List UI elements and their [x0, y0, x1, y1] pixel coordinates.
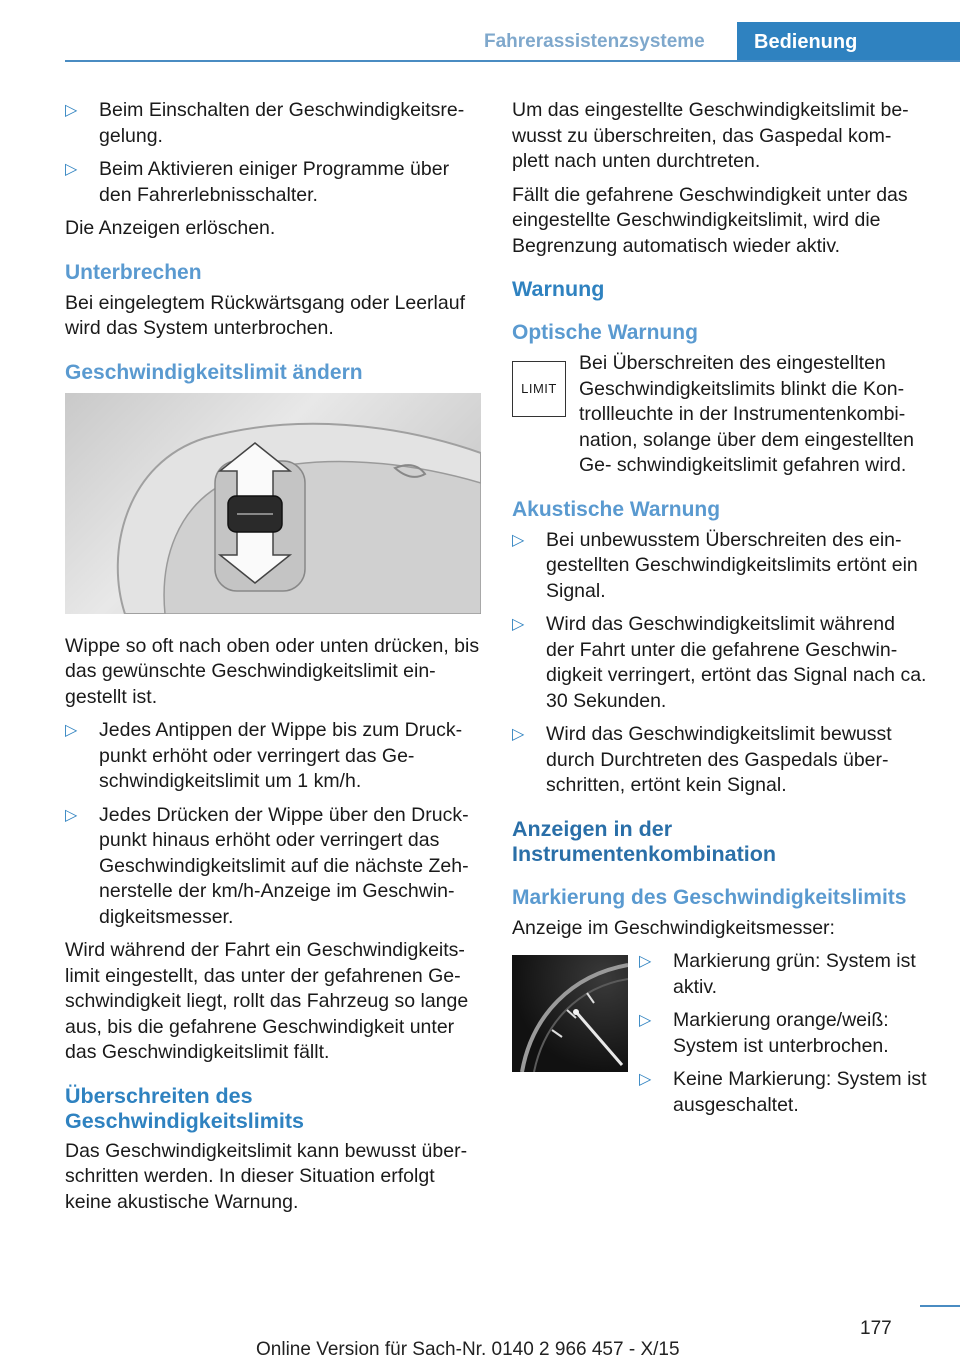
bullet-triangle-icon: ▷ — [639, 953, 652, 970]
list-item: ▷ Bei unbewusstem Überschreiten des ein‐ gestellten Geschwindigkeitslimits ertönt ein Signal. — [512, 528, 918, 602]
list-item: ▷ Jedes Antippen der Wippe bis zum Druck‐ punkt erhöht oder verringert das Ge‐ schwindigkeitslimit um 1 km/h. — [65, 719, 463, 792]
paragraph: Bei eingelegtem Rückwärtsgang oder Leerlauf wird das System unterbrochen. — [65, 291, 465, 339]
paragraph: Fällt die gefahrene Geschwindigkeit unter das eingestellte Geschwindigkeitslimit, wird die Begrenzung automatisch wieder aktiv. — [512, 183, 908, 257]
heading-anzeigen: Anzeigen in der Instrumentenkombination — [512, 816, 776, 866]
list-item: ▷ Wird das Geschwindigkeitslimit während der Fahrt unter die gefahrene Geschwin‐ digkeit verringert, ertönt das Signal nach ca. 30 Sekunden. — [512, 613, 927, 712]
bullet-triangle-icon: ▷ — [65, 806, 78, 824]
bullet-triangle-icon: ▷ — [65, 102, 78, 119]
bullet-triangle-icon: ▷ — [65, 722, 78, 739]
paragraph: Wird während der Fahrt ein Geschwindigkeits‐ limit eingestellt, das unter der gefahrenen Ge‐ schwindigkeit liegt, rollt das Fahrzeug so lange aus, bis die gefahrene Geschwindigkeit unter das Geschwindigkeitslimit fällt. — [65, 939, 469, 1063]
list-item: ▷ Beim Aktivieren einiger Programme über den Fahrerlebnisschalter. — [65, 158, 450, 206]
limit-warning-block — [512, 351, 927, 479]
paragraph: Wippe so oft nach oben oder unten drücken, bis das gewünschte Geschwindigkeitslimit ein‐ gestellt ist. — [65, 634, 480, 708]
footer-rule — [920, 1305, 960, 1307]
list-item: ▷ Markierung orange/weiß: System ist unterbrochen. — [639, 1009, 889, 1057]
paragraph: Die Anzeigen erlöschen. — [65, 217, 276, 239]
footer-version-text: Online Version für Sach-Nr. 0140 2 966 457 - X/15 — [256, 1339, 680, 1360]
steering-wheel-rocker-image — [65, 393, 481, 614]
bullet-triangle-icon: ▷ — [639, 1071, 652, 1088]
bullet-triangle-icon: ▷ — [512, 531, 525, 549]
steering-wheel-illustration — [65, 393, 481, 614]
paragraph: Bei Überschreiten des eingestellten Geschwindigkeitslimits blinkt die Kon‐ trollleuchte in der Instrumentenkombi‐ nation, solange über dem eingestellten Ge‐ schwindigkeitslimit gefahren wird. — [579, 352, 914, 476]
heading-limit-aendern: Geschwindigkeitslimit ändern — [65, 360, 363, 384]
bullet-triangle-icon: ▷ — [512, 726, 525, 743]
paragraph: Um das eingestellte Geschwindigkeitslimit be‐ wusst zu überschreiten, das Gaspedal kom‐ plett nach unten durchtreten. — [512, 99, 909, 172]
list-item: ▷ Jedes Drücken der Wippe über den Druck‐ punkt hinaus erhöht oder verringert das Geschwindigkeitslimit auf die nächste Zeh‐ nerstelle der km/h-Anzeige im Geschwin‐ digkeitsmesser. — [65, 803, 469, 928]
speedometer-image — [512, 955, 628, 1072]
header-rule — [65, 60, 960, 62]
paragraph: Anzeige im Geschwindigkeitsmesser: — [512, 916, 835, 939]
speedometer-marking-block — [512, 949, 927, 1118]
heading-unterbrechen: Unterbrechen — [65, 260, 202, 284]
bullet-triangle-icon: ▷ — [639, 1012, 652, 1029]
heading-optische-warnung: Optische Warnung — [512, 321, 698, 344]
left-column — [65, 98, 485, 1223]
right-column — [512, 98, 927, 1126]
chapter-title: Fahrerassistenzsysteme — [484, 31, 705, 52]
speedometer-illustration — [512, 955, 628, 1072]
heading-akustische-warnung: Akustische Warnung — [512, 497, 721, 521]
list-item: ▷ Keine Markierung: System ist ausgeschaltet. — [639, 1068, 927, 1116]
page-number: 177 — [860, 1318, 892, 1339]
section-tab: Bedienung — [737, 22, 960, 62]
heading-warnung: Warnung — [512, 277, 605, 301]
bullet-triangle-icon: ▷ — [512, 616, 525, 633]
bullet-triangle-icon: ▷ — [65, 161, 78, 178]
list-item: ▷ Markierung grün: System ist aktiv. — [639, 950, 916, 998]
heading-ueberschreiten: Überschreiten des Geschwindigkeitslimits — [65, 1083, 304, 1133]
paragraph: Das Geschwindigkeitslimit kann bewusst über‐ schritten werden. In dieser Situation erfolgt keine akustische Warnung. — [65, 1139, 468, 1213]
list-item: ▷ Wird das Geschwindigkeitslimit bewusst durch Durchtreten des Gaspedals über‐ schritten, ertönt kein Signal. — [512, 723, 892, 796]
limit-indicator-icon: LIMIT — [512, 361, 566, 417]
list-item: ▷ Beim Einschalten der Geschwindigkeitsre‐ gelung. — [65, 99, 465, 147]
heading-markierung: Markierung des Geschwindigkeitslimits — [512, 885, 907, 909]
